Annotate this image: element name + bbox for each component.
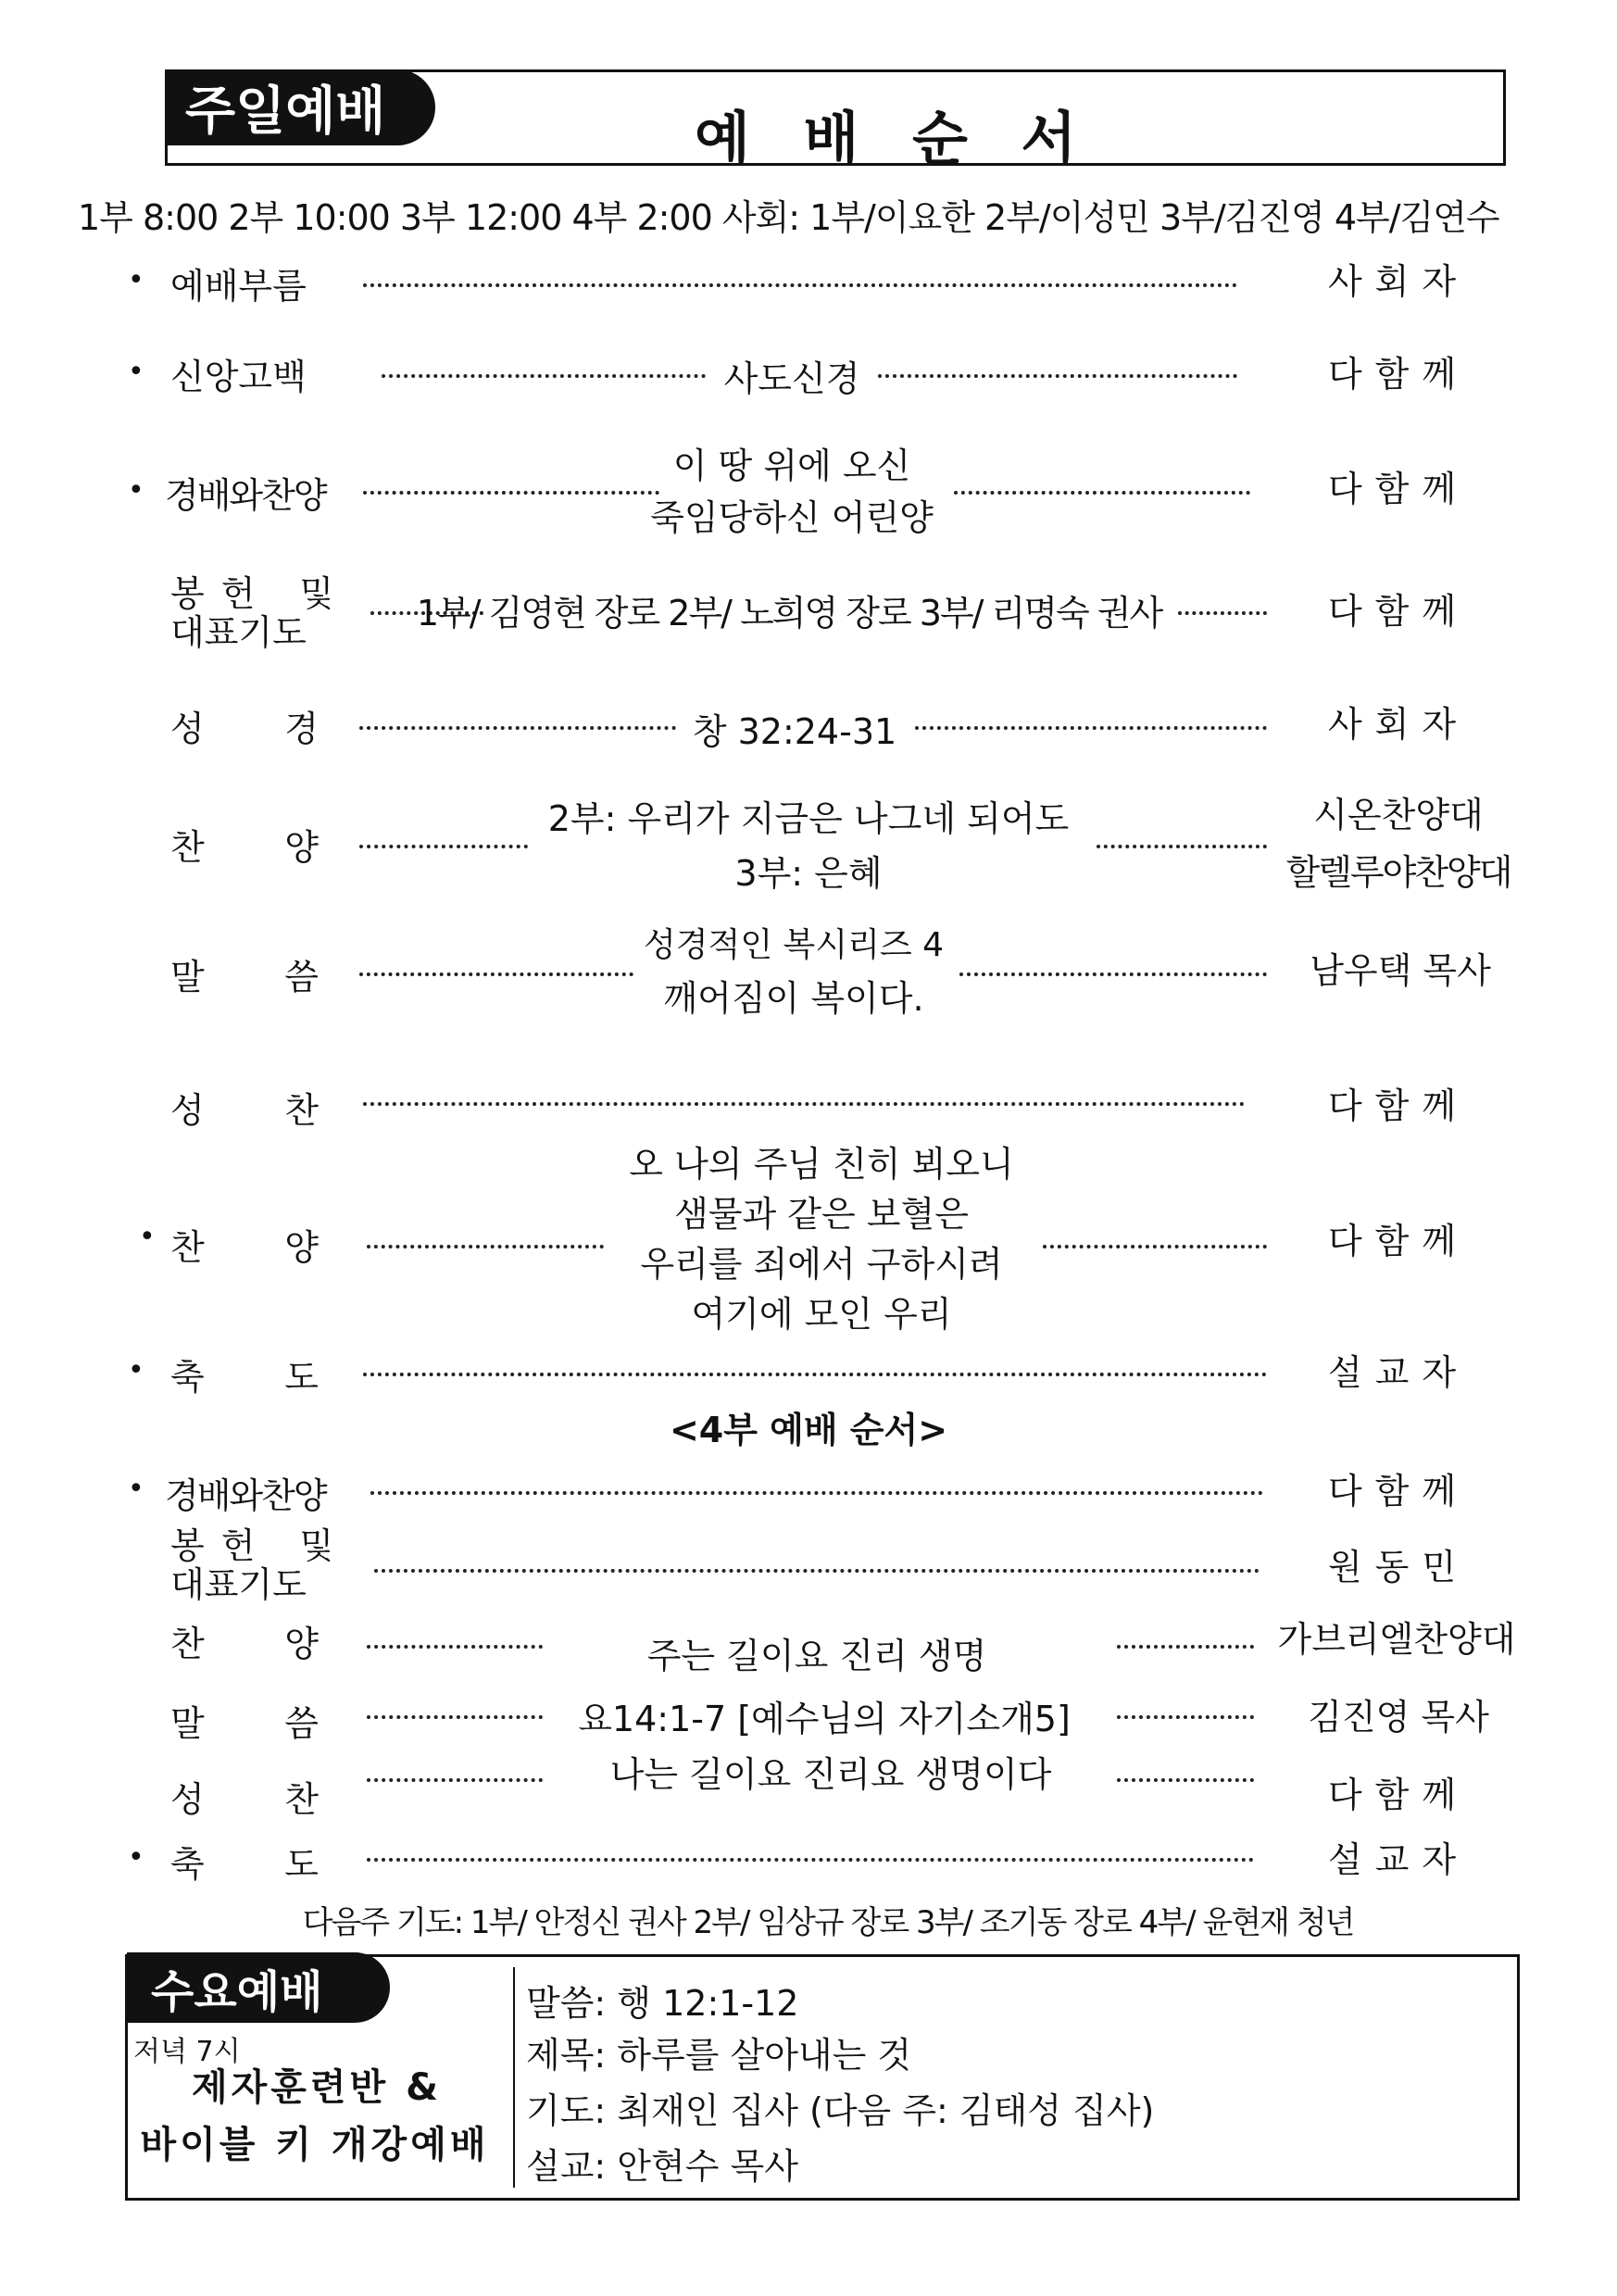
item-label-call-to-worship: 예배부름 [170, 266, 307, 307]
sunday-tab-label: 주일예배 [185, 82, 386, 142]
leader-dots [1117, 1715, 1254, 1719]
item-center-anthem-2: 3부: 은혜 [734, 853, 883, 894]
item-right-call-to-worship: 사회자 [1327, 261, 1470, 302]
item-label-4-sermon: 말 씀 [170, 1703, 319, 1744]
item-right-4-anthem: 가브리엘찬양대 [1277, 1619, 1516, 1660]
item-right-offering: 다함께 [1327, 591, 1470, 632]
sunday-tab [167, 69, 435, 145]
leader-dots [363, 491, 659, 495]
leader-dots [1097, 845, 1267, 848]
item-label-4-praise: 경배와찬양 [165, 1475, 326, 1516]
item-center-anthem-1: 2부: 우리가 지금은 나그네 되어도 [547, 798, 1070, 839]
item-center-4-hymn: 나는 길이요 진리요 생명이다 [609, 1754, 1052, 1795]
item-right-benediction: 설교자 [1327, 1352, 1470, 1393]
item-center-scripture: 창 32:24-31 [692, 711, 897, 752]
bullet: • [128, 356, 144, 388]
wednesday-time: 저녁 7시 [133, 2036, 241, 2068]
item-label-4-offering-line2: 대표기도 [170, 1564, 307, 1605]
item-right-anthem-1: 시온찬양대 [1313, 795, 1484, 835]
item-right-4-praise: 다함께 [1327, 1471, 1470, 1512]
item-center-praise2-4: 여기에 모인 우리 [691, 1294, 952, 1335]
wednesday-divider [513, 1967, 515, 2188]
item-label-hymn: 성 찬 [170, 1090, 319, 1131]
item-right-4-benediction: 설교자 [1327, 1839, 1470, 1880]
wednesday-scripture: 말씀: 행 12:1-12 [526, 1983, 799, 2024]
item-label-benediction: 축 도 [170, 1357, 319, 1398]
item-center-offering: 1부/ 김영현 장로 2부/ 노희영 장로 3부/ 리명숙 권사 [416, 593, 1162, 634]
item-right-anthem-2: 할렐루야찬양대 [1285, 852, 1511, 893]
item-right-creed: 다함께 [1327, 354, 1470, 395]
item-center-praise2-1: 오 나의 주님 친히 뵈오니 [629, 1144, 1014, 1185]
leader-dots [367, 1858, 1254, 1862]
leader-dots [1178, 611, 1267, 615]
leader-dots [359, 972, 633, 976]
leader-dots [367, 1778, 543, 1782]
wednesday-tab [127, 1952, 390, 2023]
item-center-praise-1: 이 땅 위에 오신 [672, 445, 911, 486]
bullet: • [128, 1473, 144, 1505]
item-right-praise: 다함께 [1327, 469, 1470, 509]
wednesday-tab-label: 수요예배 [151, 1965, 323, 2018]
item-label-4-hymn: 성 찬 [170, 1779, 319, 1820]
item-label-scripture: 성 경 [170, 709, 319, 749]
item-label-4-offering-line1: 봉헌 및 [170, 1525, 351, 1566]
leader-dots [367, 1245, 604, 1248]
item-label-praise-2: 찬 양 [170, 1227, 319, 1268]
item-right-scripture: 사회자 [1327, 704, 1470, 745]
leader-dots [363, 1102, 1245, 1106]
leader-dots [367, 1715, 543, 1719]
leader-dots [1117, 1778, 1254, 1782]
leader-dots [363, 1373, 1267, 1376]
item-center-4-anthem: 주는 길이요 진리 생명 [646, 1636, 987, 1676]
wednesday-prayer: 기도: 최재인 집사 (다음 주: 김태성 집사) [526, 2090, 1155, 2131]
leader-dots [878, 374, 1237, 378]
item-center-praise2-3: 우리를 죄에서 구하시려 [640, 1244, 1003, 1285]
leader-dots [359, 845, 528, 848]
leader-dots [374, 1569, 1260, 1573]
next-week-prayer: 다음주 기도: 1부/ 안정신 권사 2부/ 임상규 장로 3부/ 조기동 장로 4부/ 윤현재 청년 [302, 1904, 1354, 1941]
leader-dots [959, 972, 1267, 976]
leader-dots [363, 283, 1237, 287]
item-label-anthem: 찬 양 [170, 827, 319, 868]
wednesday-event-line1: 제자훈련반 & [191, 2066, 443, 2109]
item-label-4-offering [170, 1526, 350, 1604]
leader-dots [1117, 1645, 1254, 1649]
wednesday-preacher: 설교: 안현수 목사 [526, 2146, 798, 2187]
item-right-hymn: 다함께 [1327, 1085, 1470, 1126]
bullet: • [128, 474, 144, 507]
item-right-4-sermon: 김진영 목사 [1308, 1697, 1489, 1738]
leader-dots [954, 491, 1250, 495]
item-right-4-hymn: 다함께 [1327, 1775, 1470, 1815]
leader-dots [1043, 1245, 1267, 1248]
item-center-4-sermon: 요14:1-7 [예수님의 자기소개5] [578, 1699, 1071, 1739]
item-center-praise2-2: 샘물과 같은 보혈은 [674, 1194, 969, 1235]
item-label-praise: 경배와찬양 [165, 475, 326, 516]
item-label-offering [170, 574, 350, 652]
item-label-offering-line2: 대표기도 [170, 612, 307, 653]
wednesday-title: 제목: 하루를 살아내는 것 [526, 2035, 912, 2076]
bullet: • [128, 1354, 144, 1386]
item-label-creed: 신앙고백 [170, 357, 307, 397]
fourth-service-heading: <4부 예배 순서> [669, 1410, 948, 1450]
item-label-4-benediction: 축 도 [170, 1844, 319, 1885]
item-right-4-offering: 원동민 [1327, 1547, 1470, 1587]
service-times-line: 1부 8:00 2부 10:00 3부 12:00 4부 2:00 사회: 1부/이요한 2부/이성민 3부/김진영 4부/김연수 [78, 197, 1499, 238]
bullet: • [128, 264, 144, 296]
page-title: 예 배 순 서 [695, 105, 1094, 172]
bullet: • [128, 1841, 144, 1874]
item-label-sermon: 말 씀 [170, 957, 319, 997]
leader-dots [915, 726, 1267, 730]
leader-dots [359, 726, 676, 730]
wednesday-event-line2: 바이블 키 개강예배 [140, 2124, 490, 2166]
item-center-sermon-1: 성경적인 복시리즈 4 [644, 926, 944, 964]
item-center-creed: 사도신경 [723, 358, 860, 399]
bullet: • [139, 1221, 156, 1253]
item-right-sermon: 남우택 목사 [1310, 950, 1491, 991]
item-right-praise-2: 다함께 [1327, 1221, 1470, 1261]
item-center-praise-2: 죽임당하신 어린양 [650, 497, 934, 538]
item-label-offering-line1: 봉헌 및 [170, 573, 351, 614]
item-center-sermon-2: 깨어짐이 복이다. [663, 978, 924, 1019]
leader-dots [382, 374, 706, 378]
leader-dots [370, 1491, 1263, 1495]
leader-dots [367, 1645, 543, 1649]
item-label-4-anthem: 찬 양 [170, 1624, 319, 1664]
